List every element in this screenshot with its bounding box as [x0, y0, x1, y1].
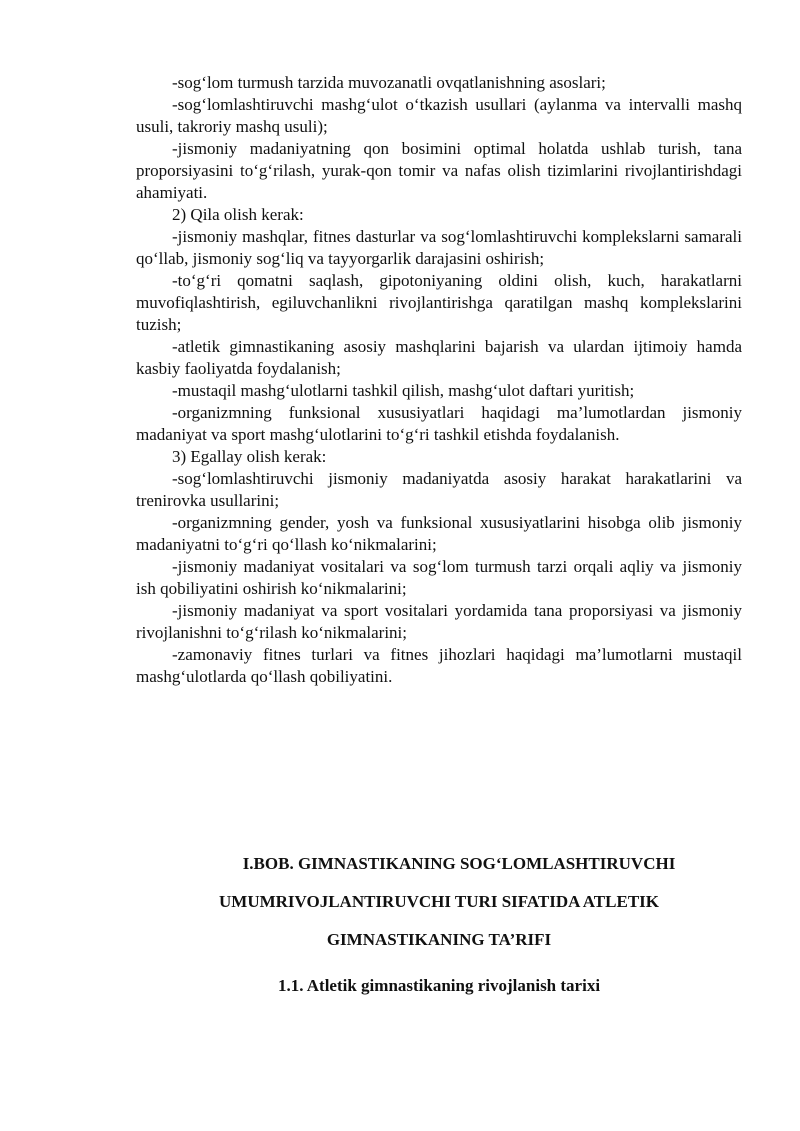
- list-item: -jismoniy mashqlar, fitnes dasturlar va sog‘lomlashtiruvchi komplekslarni samarali qo‘llab, jismoniy sog‘liq va tayyorgarlik darajasini oshirish;: [136, 227, 742, 268]
- list-item: -organizmning funksional xususiyatlari haqidagi ma’lumotlardan jismoniy madaniyat va sport mashg‘ulotlarini to‘g‘ri tashkil etishda foydalanish.: [136, 403, 742, 444]
- subsection-label: 2) Qila olish kerak:: [172, 205, 304, 224]
- list-item: -sog‘lom turmush tarzida muvozanatli ovqatlanishning asoslari;: [172, 73, 606, 92]
- chapter-heading-line: UMUMRIVOJLANTIRUVCHI TURI SIFATIDA ATLETIK: [219, 892, 659, 911]
- section-heading: 1.1. Atletik gimnastikaning rivojlanish tarixi: [277, 976, 601, 995]
- list-item: -atletik gimnastikaning asosiy mashqlarini bajarish va ulardan ijtimoiy hamda kasbiy faoliyatda foydalanish;: [136, 337, 742, 378]
- subsection-label: 3) Egallay olish kerak:: [172, 447, 327, 466]
- chapter-heading-line: I.BOB. GIMNASTIKANING SOG‘LOMLASHTIRUVCHI: [242, 854, 676, 873]
- list-item: -jismoniy madaniyat vositalari va sog‘lom turmush tarzi orqali aqliy va jismoniy ish qobiliyatini oshirish ko‘nikmalarini;: [136, 557, 742, 598]
- list-item: -mustaqil mashg‘ulotlarni tashkil qilish, mashg‘ulot daftari yuritish;: [172, 381, 635, 400]
- list-item: -zamonaviy fitnes turlari va fitnes jihozlari haqidagi ma’lumotlarni mustaqil mashg‘ulotlarda qo‘llash qobiliyatini.: [136, 645, 742, 686]
- list-item: -sog‘lomlashtiruvchi mashg‘ulot o‘tkazish usullari (aylanma va intervalli mashq usuli, takroriy mashq usuli);: [136, 95, 742, 136]
- body-text: [136, 72, 742, 688]
- list-item: -jismoniy madaniyatning qon bosimini optimal holatda ushlab turish, tana proporsiyasini to‘g‘rilash, yurak-qon tomir va nafas olish tizimlarini rivojlantirishdagi ahamiyati.: [136, 139, 742, 202]
- chapter-heading: [136, 845, 742, 959]
- list-item: -sog‘lomlashtiruvchi jismoniy madaniyatda asosiy harakat harakatlarini va trenirovka usullarini;: [136, 469, 742, 510]
- list-item: -to‘g‘ri qomatni saqlash, gipotoniyaning oldini olish, kuch, harakatlarni muvofiqlashtirish, egiluvchanlikni rivojlantirishga qaratilgan mashq komplekslarini tuzish;: [136, 271, 742, 334]
- chapter-heading-line: GIMNASTIKANING TA’RIFI: [326, 930, 552, 949]
- list-item: -organizmning gender, yosh va funksional xususiyatlarini hisobga olib jismoniy madaniyatni to‘g‘ri qo‘llash ko‘nikmalarini;: [136, 513, 742, 554]
- list-item: -jismoniy madaniyat va sport vositalari yordamida tana proporsiyasi va jismoniy rivojlanishni to‘g‘rilash ko‘nikmalarini;: [136, 601, 742, 642]
